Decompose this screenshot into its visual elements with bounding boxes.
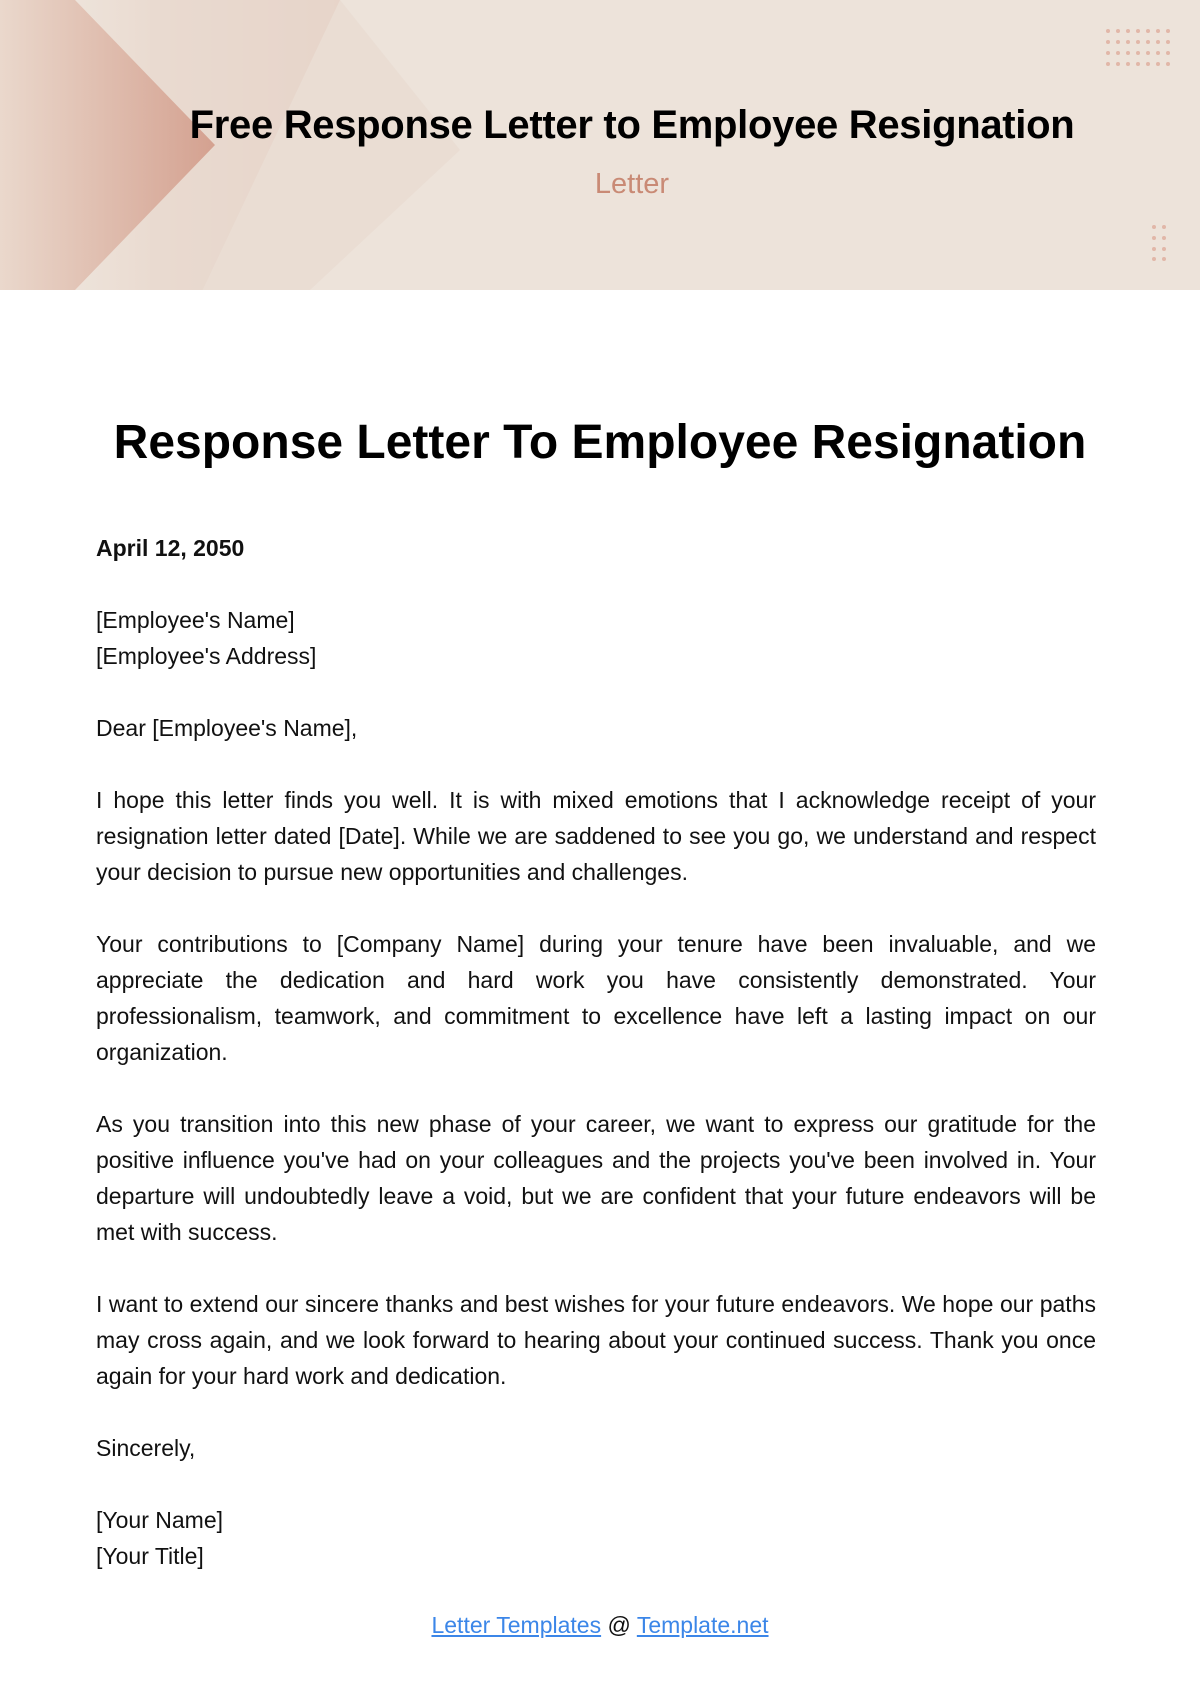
recipient-block: [96, 602, 1096, 674]
template-net-link[interactable]: Template.net: [636, 1612, 769, 1638]
banner-title: Free Response Letter to Employee Resignation: [189, 103, 1075, 147]
banner-subtitle: Letter: [594, 168, 670, 200]
salutation: Dear [Employee's Name],: [96, 715, 358, 741]
sender-title: [Your Title]: [96, 1543, 204, 1569]
paragraph: I want to extend our sincere thanks and best wishes for your future endeavors. We hope our paths may cross again, and we look forward to hearing about your continued success. Thank you once again for your hard work and dedication.: [96, 1291, 1096, 1389]
recipient-name: [Employee's Name]: [96, 607, 295, 633]
letter-body: [96, 530, 1096, 1610]
paragraph: I hope this letter finds you well. It is with mixed emotions that I acknowledge receipt of your resignation letter dated [Date]. While we are saddened to see you go, we understand and respect your decision to pursue new opportunities and challenges.: [96, 787, 1096, 885]
letter-templates-link[interactable]: Letter Templates: [431, 1612, 602, 1638]
footer: [0, 1612, 1200, 1639]
dot-column-decoration: [1151, 224, 1169, 262]
signature-block: [96, 1502, 1096, 1574]
letter-date: April 12, 2050: [96, 535, 245, 561]
closing: Sincerely,: [96, 1435, 196, 1461]
recipient-address: [Employee's Address]: [96, 643, 317, 669]
footer-separator: @: [607, 1612, 631, 1638]
header-banner: [0, 0, 1200, 290]
paragraph: As you transition into this new phase of your career, we want to express our gratitude for the positive influence you've had on your colleagues and the projects you've been involved in. Your departure will undoubtedly leave a void, but we are confident that your future endeavors will be met with success.: [96, 1111, 1096, 1245]
paragraph: Your contributions to [Company Name] during your tenure have been invaluable, and we appreciate the dedication and hard work you have consistently demonstrated. Your professionalism, teamwork, and commitment to excellence have left a lasting impact on our organization.: [96, 931, 1096, 1065]
document-title: Response Letter To Employee Resignation: [113, 416, 1087, 469]
dot-grid-decoration: [1105, 28, 1171, 68]
sender-name: [Your Name]: [96, 1507, 223, 1533]
